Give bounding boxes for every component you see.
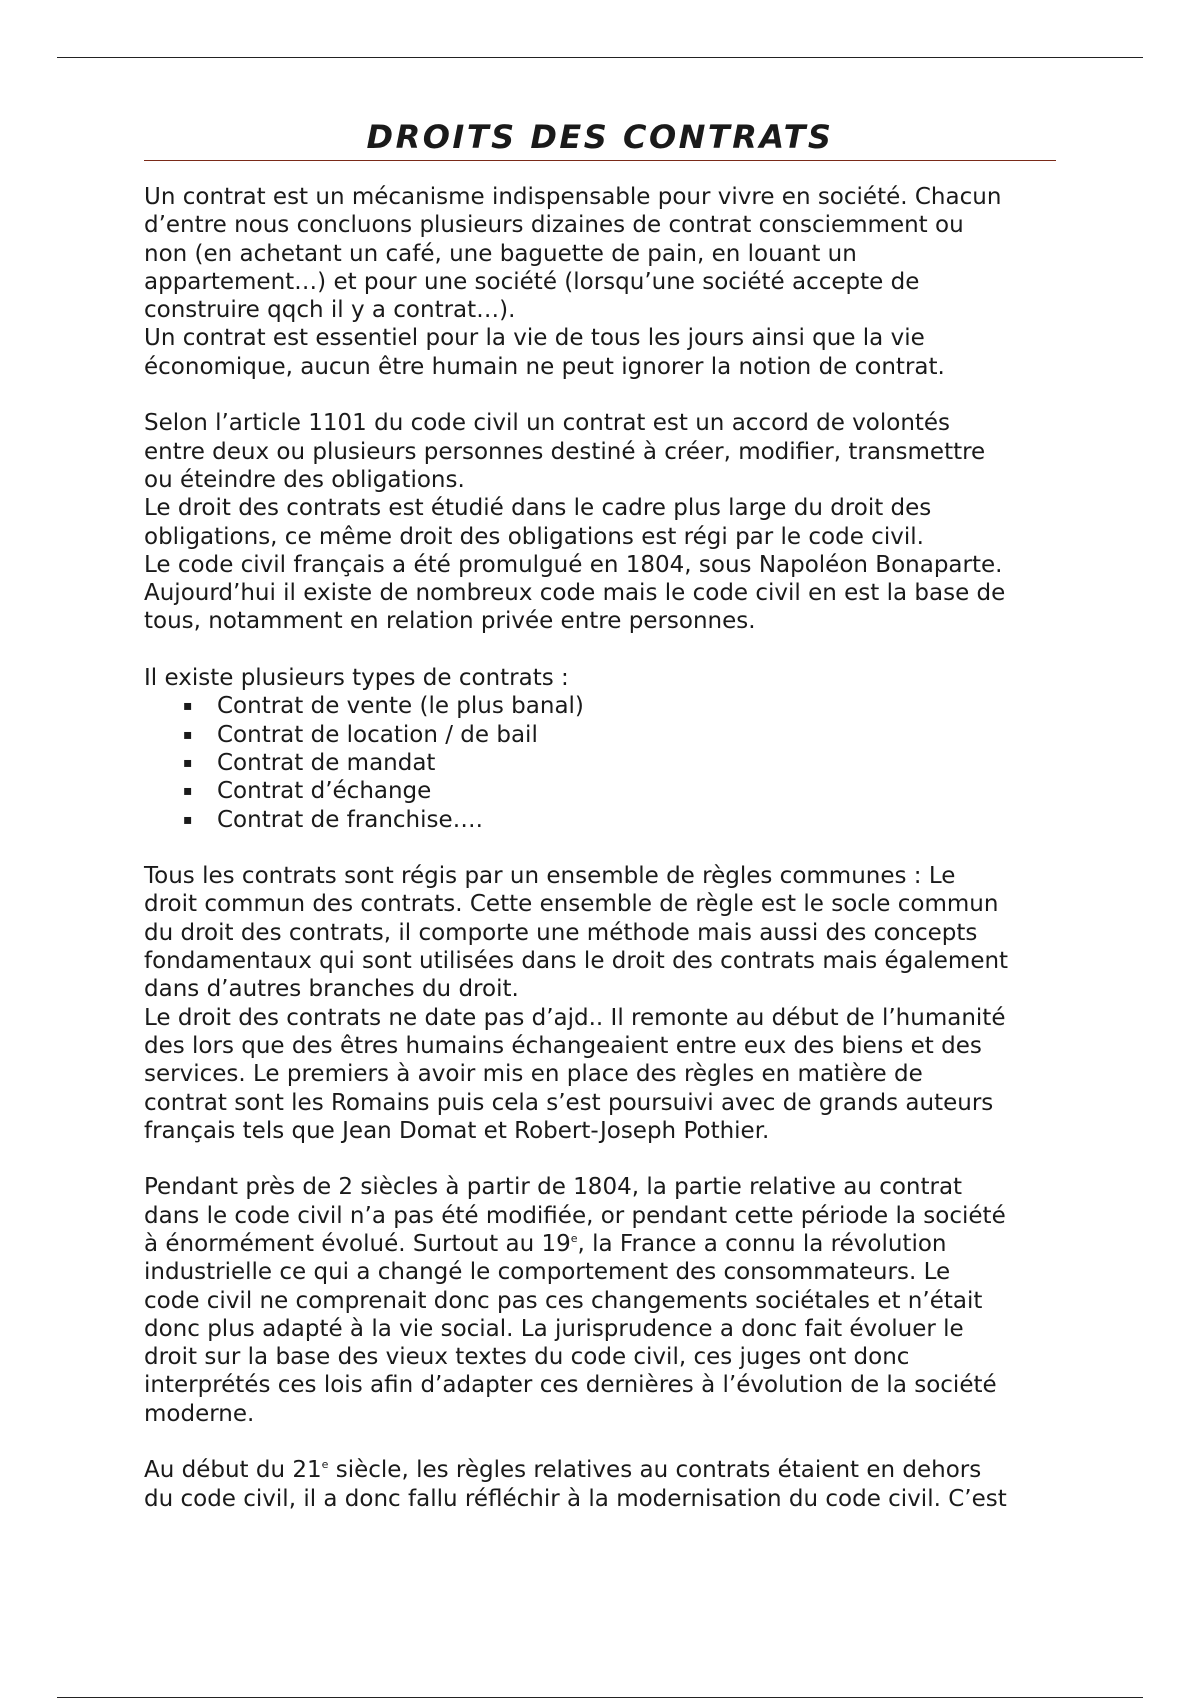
bullet-icon: ▪ <box>183 754 193 771</box>
list-item <box>144 721 1056 749</box>
text-line: tous, notamment en relation privée entre personnes. <box>144 608 756 635</box>
list-item-text: Contrat de mandat <box>217 749 436 776</box>
text-line: Tous les contrats sont régis par un ensemble de règles communes : Le <box>144 863 956 890</box>
list-item-text: Contrat de location / de bail <box>217 721 538 748</box>
text-line: Aujourd’hui il existe de nombreux code mais le code civil en est la base de <box>144 580 1006 607</box>
text-line: Le droit des contrats est étudié dans le cadre plus large du droit des <box>144 495 932 522</box>
paragraph-modernisation <box>144 1456 1056 1513</box>
paragraph-droit-commun <box>144 862 1056 1145</box>
text-line: Selon l’article 1101 du code civil un contrat est un accord de volontés <box>144 410 951 437</box>
text-line: obligations, ce même droit des obligations est régi par le code civil. <box>144 523 924 550</box>
text-line: code civil ne comprenait donc pas ces changements sociétales et n’était <box>144 1287 983 1314</box>
superscript: e <box>321 1458 329 1472</box>
text-line: dans d’autres branches du droit. <box>144 976 519 1003</box>
list-item-text: Contrat de franchise…. <box>217 806 483 833</box>
text-line <box>144 1456 1056 1484</box>
bullet-icon: ▪ <box>183 811 193 828</box>
header-rule <box>57 57 1143 58</box>
text-line: du code civil, il a donc fallu réfléchir à la modernisation du code civil. C’est <box>144 1485 1007 1512</box>
superscript: e <box>570 1231 578 1245</box>
text-line: Pendant près de 2 siècles à partir de 1804, la partie relative au contrat <box>144 1174 963 1201</box>
text-line: donc plus adapté à la vie social. La jurisprudence a donc fait évoluer le <box>144 1315 964 1342</box>
title-underline <box>144 160 1056 161</box>
text-line: contrat sont les Romains puis cela s’est poursuivi avec de grands auteurs <box>144 1089 994 1116</box>
text-line: services. Le premiers à avoir mis en place des règles en matière de <box>144 1061 923 1088</box>
text-line: du droit des contrats, il comporte une méthode mais aussi des concepts <box>144 919 978 946</box>
document-body <box>144 183 1056 1513</box>
list-intro: Il existe plusieurs types de contrats : <box>144 665 569 692</box>
list-item-text: Contrat de vente (le plus banal) <box>217 693 584 720</box>
document-page <box>144 116 1056 1541</box>
list-item <box>144 749 1056 777</box>
list-item <box>144 692 1056 720</box>
document-title: DROITS DES CONTRATS <box>366 118 834 156</box>
list-item <box>144 806 1056 834</box>
paragraph-evolution <box>144 1173 1056 1428</box>
text-line <box>144 1230 1056 1258</box>
text-segment: à énormément évolué. Surtout au 19 <box>144 1230 571 1257</box>
text-line: appartement…) et pour une société (lorsqu’une société accepte de <box>144 268 920 295</box>
text-line: ou éteindre des obligations. <box>144 466 465 493</box>
paragraph-contract-types <box>144 664 1056 834</box>
paragraph-introduction <box>144 183 1056 381</box>
list-item-text: Contrat d’échange <box>217 778 432 805</box>
text-line: économique, aucun être humain ne peut ignorer la notion de contrat. <box>144 353 945 380</box>
text-segment: Au début du 21 <box>144 1457 322 1484</box>
text-segment: siècle, les règles relatives au contrats étaient en dehors <box>328 1457 982 1484</box>
text-line: entre deux ou plusieurs personnes destiné à créer, modifier, transmettre <box>144 438 986 465</box>
text-line: dans le code civil n’a pas été modifiée, or pendant cette période la société <box>144 1202 1006 1229</box>
text-line: construire qqch il y a contrat…). <box>144 297 516 324</box>
text-line: Un contrat est essentiel pour la vie de tous les jours ainsi que la vie <box>144 325 925 352</box>
text-line: industrielle ce qui a changé le comportement des consommateurs. Le <box>144 1259 951 1286</box>
list-item <box>144 777 1056 805</box>
text-line: non (en achetant un café, une baguette de pain, en louant un <box>144 240 857 267</box>
text-line: moderne. <box>144 1400 255 1427</box>
text-line: droit sur la base des vieux textes du code civil, ces juges ont donc <box>144 1344 910 1371</box>
text-line: des lors que des êtres humains échangeaient entre eux des biens et des <box>144 1032 982 1059</box>
text-line: d’entre nous concluons plusieurs dizaines de contrat consciemment ou <box>144 212 964 239</box>
text-line: Le droit des contrats ne date pas d’ajd.. Il remonte au début de l’humanité <box>144 1004 1006 1031</box>
bullet-icon: ▪ <box>183 726 193 743</box>
contract-types-list <box>144 692 1056 833</box>
text-line: interprétés ces lois afin d’adapter ces dernières à l’évolution de la société <box>144 1372 997 1399</box>
text-line: fondamentaux qui sont utilisées dans le droit des contrats mais également <box>144 948 1009 975</box>
text-line: Le code civil français a été promulgué en 1804, sous Napoléon Bonaparte. <box>144 551 1003 578</box>
text-line: français tels que Jean Domat et Robert-Joseph Pothier. <box>144 1117 770 1144</box>
bullet-icon: ▪ <box>183 698 193 715</box>
text-line: Un contrat est un mécanisme indispensable pour vivre en société. Chacun <box>144 184 1002 210</box>
paragraph-article-1101 <box>144 409 1056 635</box>
text-line: droit commun des contrats. Cette ensemble de règle est le socle commun <box>144 891 999 918</box>
footer-rule <box>57 1697 1143 1698</box>
text-segment: , la France a connu la révolution <box>577 1230 947 1257</box>
bullet-icon: ▪ <box>183 783 193 800</box>
